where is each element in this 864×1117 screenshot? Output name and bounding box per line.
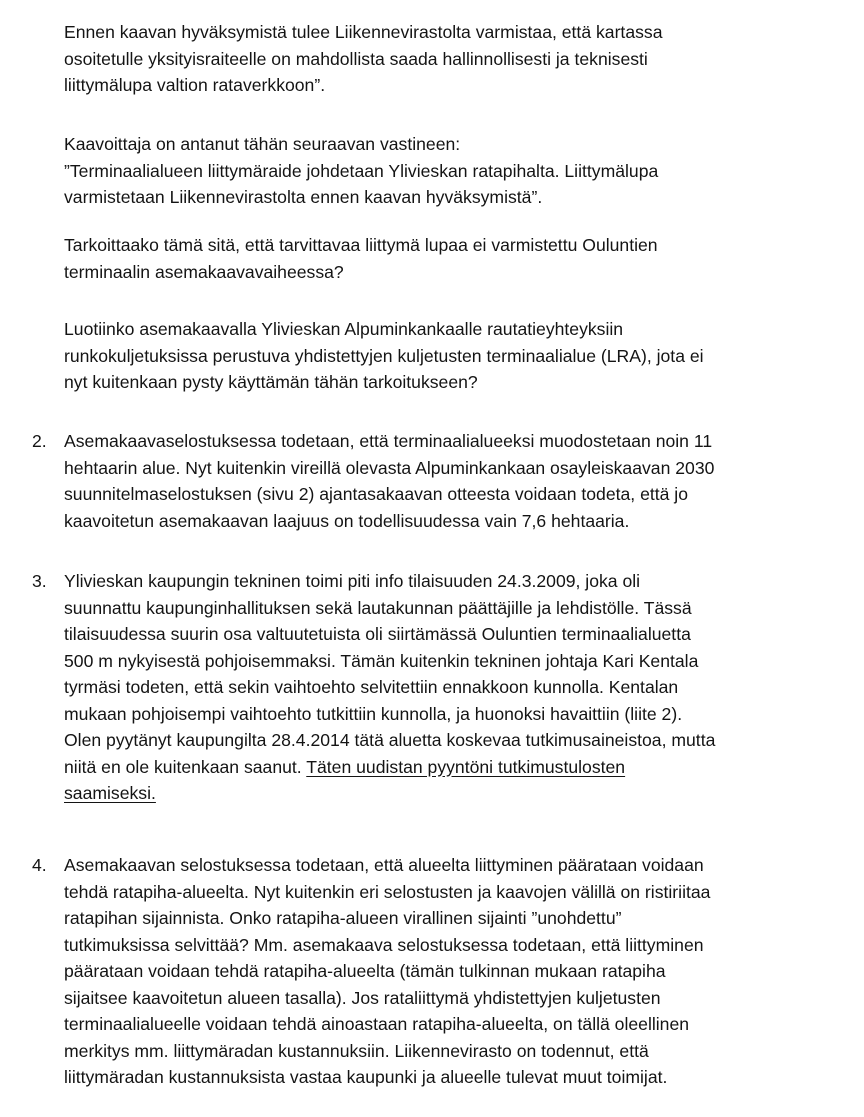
text-line: Kaavoittaja on antanut tähän seuraavan vastineen: [64, 134, 461, 154]
text-line [64, 780, 854, 807]
list-item-text [64, 852, 854, 1091]
text-line: terminaalialueelle voidaan tehdä ainoastaan ratapiha-alueelta, on tällä oleellinen [64, 1014, 690, 1034]
intro-paragraph-4 [64, 316, 854, 396]
text-line: merkitys mm. liittymäradan kustannuksiin. Liikennevirasto on todennut, että [64, 1040, 649, 1061]
text-line: tyrmäsi todeten, että sekin vaihtoehto selvitettiin ennakkoon kunnolla. Kentalan [64, 677, 679, 697]
text-line: Olen pyytänyt kaupungilta 28.4.2014 tätä aluetta koskevaa tutkimusaineistoa, mutta [64, 730, 716, 750]
text-line: varmistetaan Liikennevirastolta ennen kaavan hyväksymistä”. [64, 187, 543, 207]
text-line: liittymälupa valtion rataverkkoon”. [64, 75, 326, 95]
list-item-text [64, 568, 854, 807]
intro-paragraph-3 [64, 232, 854, 285]
intro-paragraph-2 [64, 131, 854, 211]
text-line: Ennen kaavan hyväksymistä tulee Liikennevirastolta varmistaa, että kartassa [64, 22, 663, 42]
list-item-text [64, 428, 854, 534]
text-line: runkokuljetuksissa perustuva yhdistettyjen kuljetusten terminaalialue (LRA), jota ei [64, 345, 704, 366]
text-line: liittymäradan kustannuksista vastaa kaupunki ja alueelle tulevat muut toimijat. [64, 1067, 668, 1087]
text-line: tilaisuudessa suurin osa valtuutetuista oli siirtämässä Ouluntien terminaalialuetta [64, 624, 691, 644]
text-line: päärataan voidaan tehdä ratapiha-alueelta (tämän tulkinnan mukaan ratapiha [64, 961, 666, 981]
list-number: 4. [32, 855, 47, 875]
text-line: nyt kuitenkaan pysty käyttämän tähän tarkoitukseen? [64, 372, 478, 392]
text-line: hehtaarin alue. Nyt kuitenkin vireillä olevasta Alpuminkankaan osayleiskaavan 2030 [64, 457, 715, 478]
list-number: 2. [32, 431, 47, 451]
text-line: Asemakaavan selostuksessa todetaan, että alueelta liittyminen päärataan voidaan [64, 855, 704, 875]
text-line: ratapihan sijainnista. Onko ratapiha-alueen virallinen sijainti ”unohdettu” [64, 908, 622, 928]
text-line: osoitetulle yksityisraiteelle on mahdollista saada hallinnollisesti ja teknisesti [64, 48, 648, 69]
text-line: Tarkoittaako tämä sitä, että tarvittavaa liittymä lupaa ei varmistettu Ouluntien [64, 235, 658, 255]
text-segment: niitä en ole kuitenkaan saanut. [64, 756, 307, 777]
text-line: kaavoitetun asemakaavan laajuus on todellisuudessa vain 7,6 hehtaaria. [64, 510, 630, 531]
text-line: suunnattu kaupunginhallituksen sekä lautakunnan päättäjille ja lehdistölle. Tässä [64, 597, 692, 618]
text-line: sijaitsee kaavoitetun alueen tasalla). Jos rataliittymä yhdistettyjen kuljetusten [64, 987, 661, 1008]
list-number: 3. [32, 571, 47, 591]
text-line: terminaalin asemakaavavaiheessa? [64, 261, 344, 282]
text-line: tutkimuksissa selvittää? Mm. asemakaava selostuksessa todetaan, että liittyminen [64, 934, 704, 955]
text-line: suunnitelmaselostuksen (sivu 2) ajantasakaavan otteesta voidaan todeta, että jo [64, 484, 688, 504]
text-line: tehdä ratapiha-alueelta. Nyt kuitenkin eri selostusten ja kaavojen välillä on ristiriitaa [64, 881, 711, 902]
underlined-request: Täten uudistan pyyntöni tutkimustulosten [306, 756, 626, 777]
text-line: Asemakaavaselostuksessa todetaan, että terminaalialueeksi muodostetaan noin 11 [64, 431, 713, 451]
text-line [64, 754, 854, 781]
text-line: Ylivieskan kaupungin tekninen toimi piti info tilaisuuden 24.3.2009, joka oli [64, 571, 641, 591]
text-line: ”Terminaalialueen liittymäraide johdetaan Ylivieskan ratapihalta. Liittymälupa [64, 160, 659, 181]
underlined-request: saamiseksi. [64, 783, 156, 803]
text-line: mukaan pohjoisempi vaihtoehto tutkittiin kunnolla, ja huonoksi havaittiin (liite 2). [64, 703, 683, 724]
intro-paragraph-1 [64, 19, 854, 99]
text-line: Luotiinko asemakaavalla Ylivieskan Alpuminkankaalle rautatieyhteyksiin [64, 319, 624, 339]
text-line: 500 m nykyisestä pohjoisemmaksi. Tämän kuitenkin tekninen johtaja Kari Kentala [64, 650, 699, 671]
